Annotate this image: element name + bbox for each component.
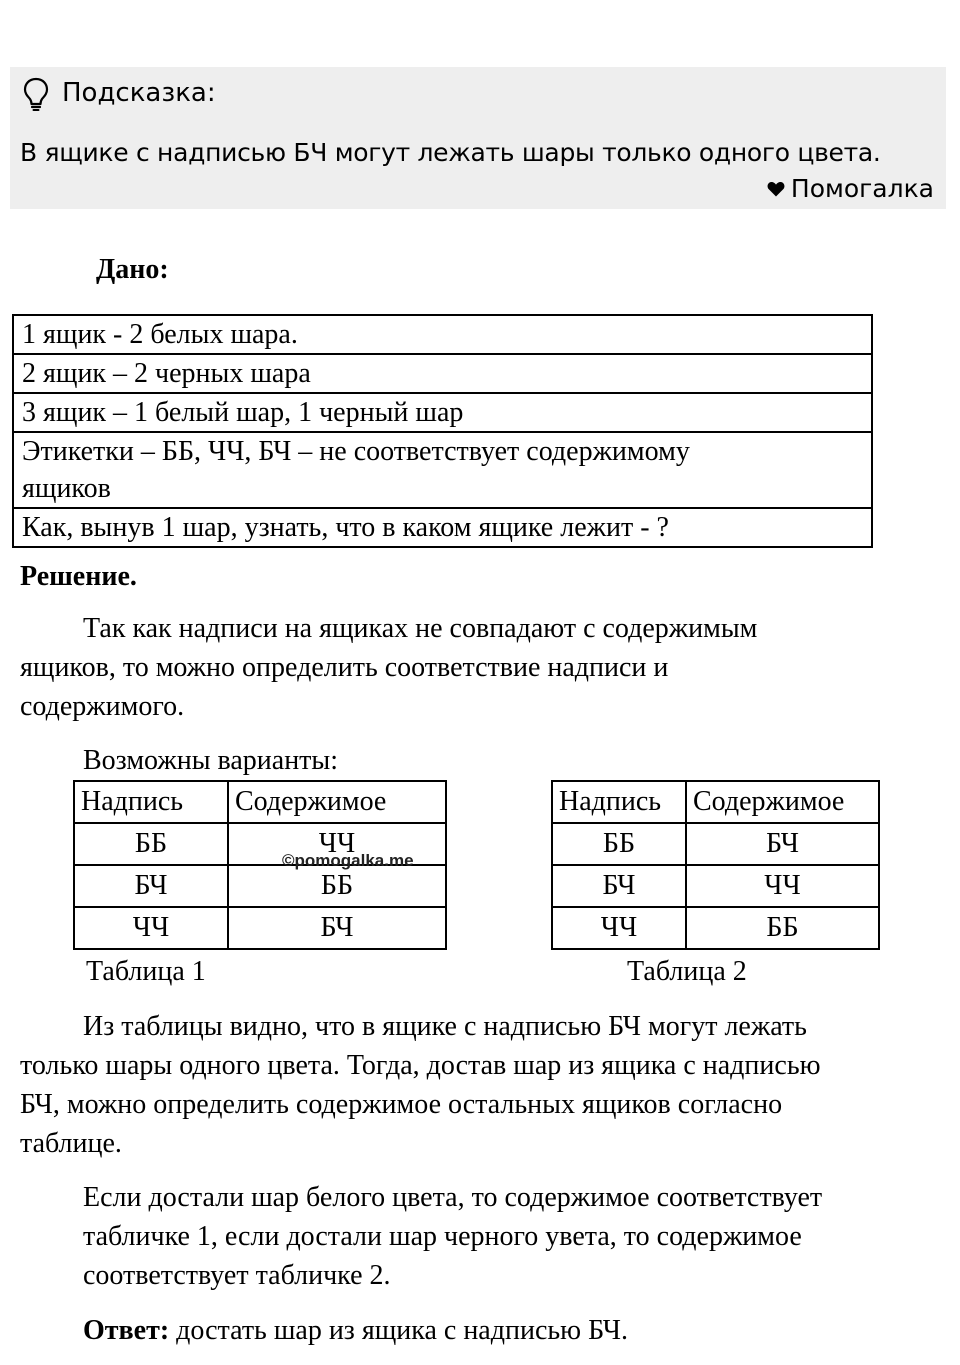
table-cell: ББ [74,823,228,865]
table-row [74,907,446,949]
given-cell: 2 ящик – 2 черных шара [13,354,872,393]
header-cell: Надпись [74,781,228,823]
table-cell: ЧЧ [74,907,228,949]
paragraph-line: Так как надписи на ящиках не совпадают с содержимым [83,613,758,644]
table-row [74,865,446,907]
paragraph-line: БЧ, можно определить содержимое остальных ящиков согласно [20,1089,783,1120]
table-2 [551,780,880,950]
table-cell: ББ [552,823,686,865]
table-cell: ЧЧ [228,823,446,865]
table-row [552,907,879,949]
paragraph-line: Из таблицы видно, что в ящике с надписью БЧ могут лежать [83,1011,807,1042]
table-cell: БЧ [552,865,686,907]
paragraph-line: ящиков, то можно определить соответствие надписи и [20,652,669,683]
paragraph-line: табличке 1, если достали шар черного увета, то содержимое [83,1221,802,1252]
table-cell: ЧЧ [686,865,879,907]
answer-label: Ответ: [83,1315,170,1346]
hint-text: В ящике с надписью БЧ могут лежать шары только одного цвета. [20,138,881,167]
variants-label: Возможны варианты: [83,745,339,776]
given-title: Дано: [96,254,169,285]
table-row [552,823,879,865]
solution-title: Решение. [20,561,137,592]
header-cell: Содержимое [228,781,446,823]
heart-icon [767,181,785,197]
given-cell: Как, вынув 1 шар, узнать, что в каком ящике лежит - ? [13,508,872,547]
hint-box [10,67,946,209]
paragraph-line: содержимого. [20,691,185,722]
given-line: ящиков [22,473,111,504]
table-header-row [74,781,446,823]
table-cell: БЧ [74,865,228,907]
watermark: ©pomogalka.me [282,851,414,870]
header-cell: Надпись [552,781,686,823]
table-1-caption: Таблица 1 [86,956,206,987]
table-row [13,508,872,547]
answer [83,1311,628,1350]
table-row [13,393,872,432]
answer-text: достать шар из ящика с надписью БЧ. [169,1315,628,1346]
brand-link[interactable] [767,171,934,207]
header-cell: Содержимое [686,781,879,823]
table-cell: ББ [228,865,446,907]
paragraph-line: соответствует табличке 2. [83,1260,391,1291]
paragraph-line: Если достали шар белого цвета, то содержимое соответствует [83,1182,823,1213]
given-table [12,314,873,548]
paragraph-line: таблице. [20,1128,122,1159]
table-cell: БЧ [686,823,879,865]
table-header-row [552,781,879,823]
table-row [552,865,879,907]
hint-title: Подсказка: [62,78,216,108]
given-cell: 1 ящик - 2 белых шара. [13,315,872,354]
paragraph-line: только шары одного цвета. Тогда, достав шар из ящика с надписью [20,1050,821,1081]
table-row [13,315,872,354]
table-cell: БЧ [228,907,446,949]
table-cell: ББ [686,907,879,949]
given-line: Этикетки – ББ, ЧЧ, БЧ – не соответствует содержимому [22,436,690,467]
table-row [13,432,872,508]
given-cell [13,432,872,508]
table-row [13,354,872,393]
table-cell: ЧЧ [552,907,686,949]
given-cell: 3 ящик – 1 белый шар, 1 черный шар [13,393,872,432]
table-2-caption: Таблица 2 [627,956,747,987]
brand-label: Помогалка [790,174,934,203]
lightbulb-icon [22,77,50,111]
